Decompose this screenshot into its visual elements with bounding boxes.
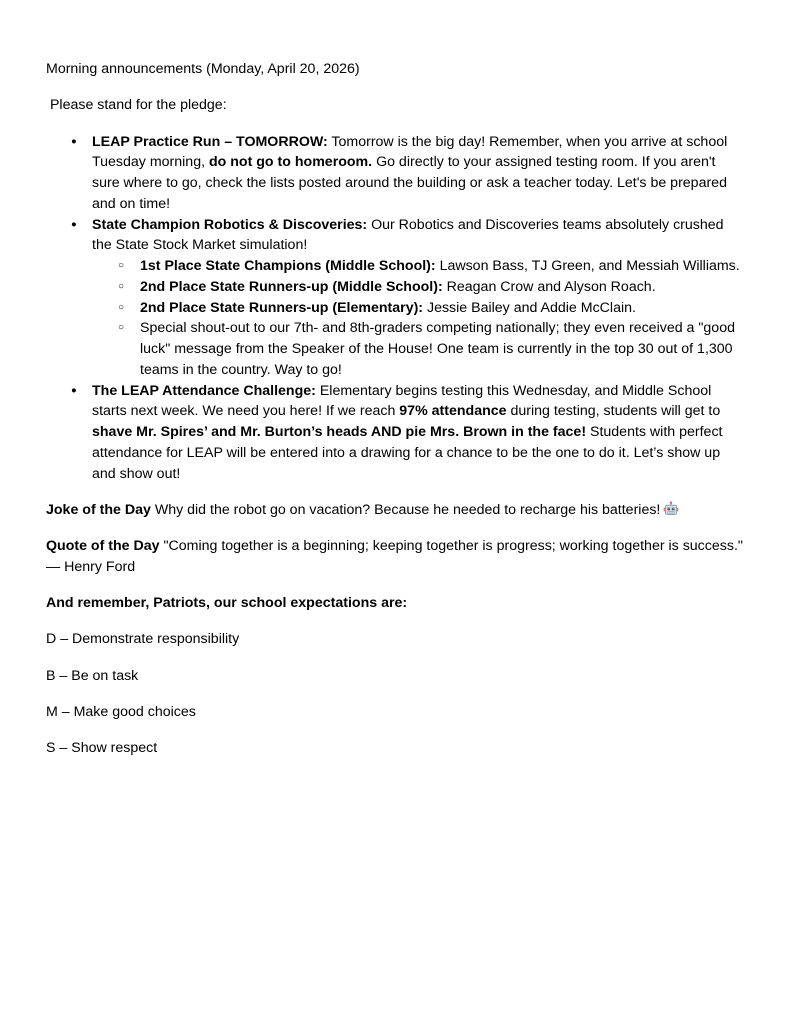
sub-bullet-runnersup-elementary bbox=[92, 298, 746, 319]
quote-of-the-day bbox=[46, 536, 746, 578]
robotics-results-sublist bbox=[92, 256, 746, 381]
expectation-be-on-task: B – Be on task bbox=[46, 667, 139, 684]
bullet-text: The LEAP Attendance Challenge: Elementary begins testing this Wednesday, and Middle School starts next week. We need you here! If we reach 97% attendance during testing, students will get to shave Mr. Spires’ and Mr. Burton’s heads AND pie Mrs. Brown in the face! Students with perfect attendance for LEAP will be entered into a drawing for a chance to be the one to do it. Let’s show up and show out! bbox=[92, 382, 723, 482]
expectation-make-good-choices: M – Make good choices bbox=[46, 703, 196, 720]
sub-bullet-national-shoutout bbox=[92, 318, 746, 380]
sub-bullet-runnersup-middle bbox=[92, 277, 746, 298]
sub-bullet-text: Special shout-out to our 7th- and 8th-graders competing nationally; they even received a "good luck" message from the Speaker of the House! One team is currently in the top 30 out of 1,300 teams in the country. Way to go! bbox=[140, 320, 735, 378]
joke-text: Joke of the Day Why did the robot go on vacation? Because he needed to recharge his batteries! bbox=[46, 501, 661, 518]
announcements-list bbox=[46, 132, 746, 485]
sub-bullet-text: 2nd Place State Runners-up (Middle School): Reagan Crow and Alyson Roach. bbox=[140, 278, 656, 295]
bullet-leap-practice-run bbox=[46, 132, 746, 215]
bullet-text: LEAP Practice Run – TOMORROW: Tomorrow is the big day! Remember, when you arrive at school Tuesday morning, do not go to homeroom. Go directly to your assigned testing room. If you aren't sure where to go, check the lists posted around the building or ask a teacher today. Let's be prepared and on time! bbox=[92, 133, 728, 212]
expectation-demonstrate: D – Demonstrate responsibility bbox=[46, 631, 240, 648]
sub-bullet-first-place-middle bbox=[92, 256, 746, 277]
bullet-attendance-challenge bbox=[46, 381, 746, 485]
sub-bullet-text: 2nd Place State Runners-up (Elementary): Jessie Bailey and Addie McClain. bbox=[140, 299, 636, 316]
quote-text: Quote of the Day "Coming together is a beginning; keeping together is progress; working together is success." — Henry Ford bbox=[46, 538, 743, 575]
joke-of-the-day bbox=[46, 500, 746, 521]
expectation-show-respect: S – Show respect bbox=[46, 740, 158, 756]
bullet-text: State Champion Robotics & Discoveries: Our Robotics and Discoveries teams absolutely crushed the State Stock Market simulation! bbox=[92, 216, 724, 254]
robot-emoji-icon bbox=[663, 501, 679, 517]
sub-bullet-text: 1st Place State Champions (Middle School): Lawson Bass, TJ Green, and Messiah Williams. bbox=[140, 258, 740, 274]
expectations-heading: And remember, Patriots, our school expectations are: bbox=[46, 595, 408, 611]
pledge-line: Please stand for the pledge: bbox=[46, 97, 227, 114]
announcement-title: Morning announcements (Monday, April 20, 2026) bbox=[46, 61, 360, 77]
bullet-robotics-champions bbox=[46, 215, 746, 381]
